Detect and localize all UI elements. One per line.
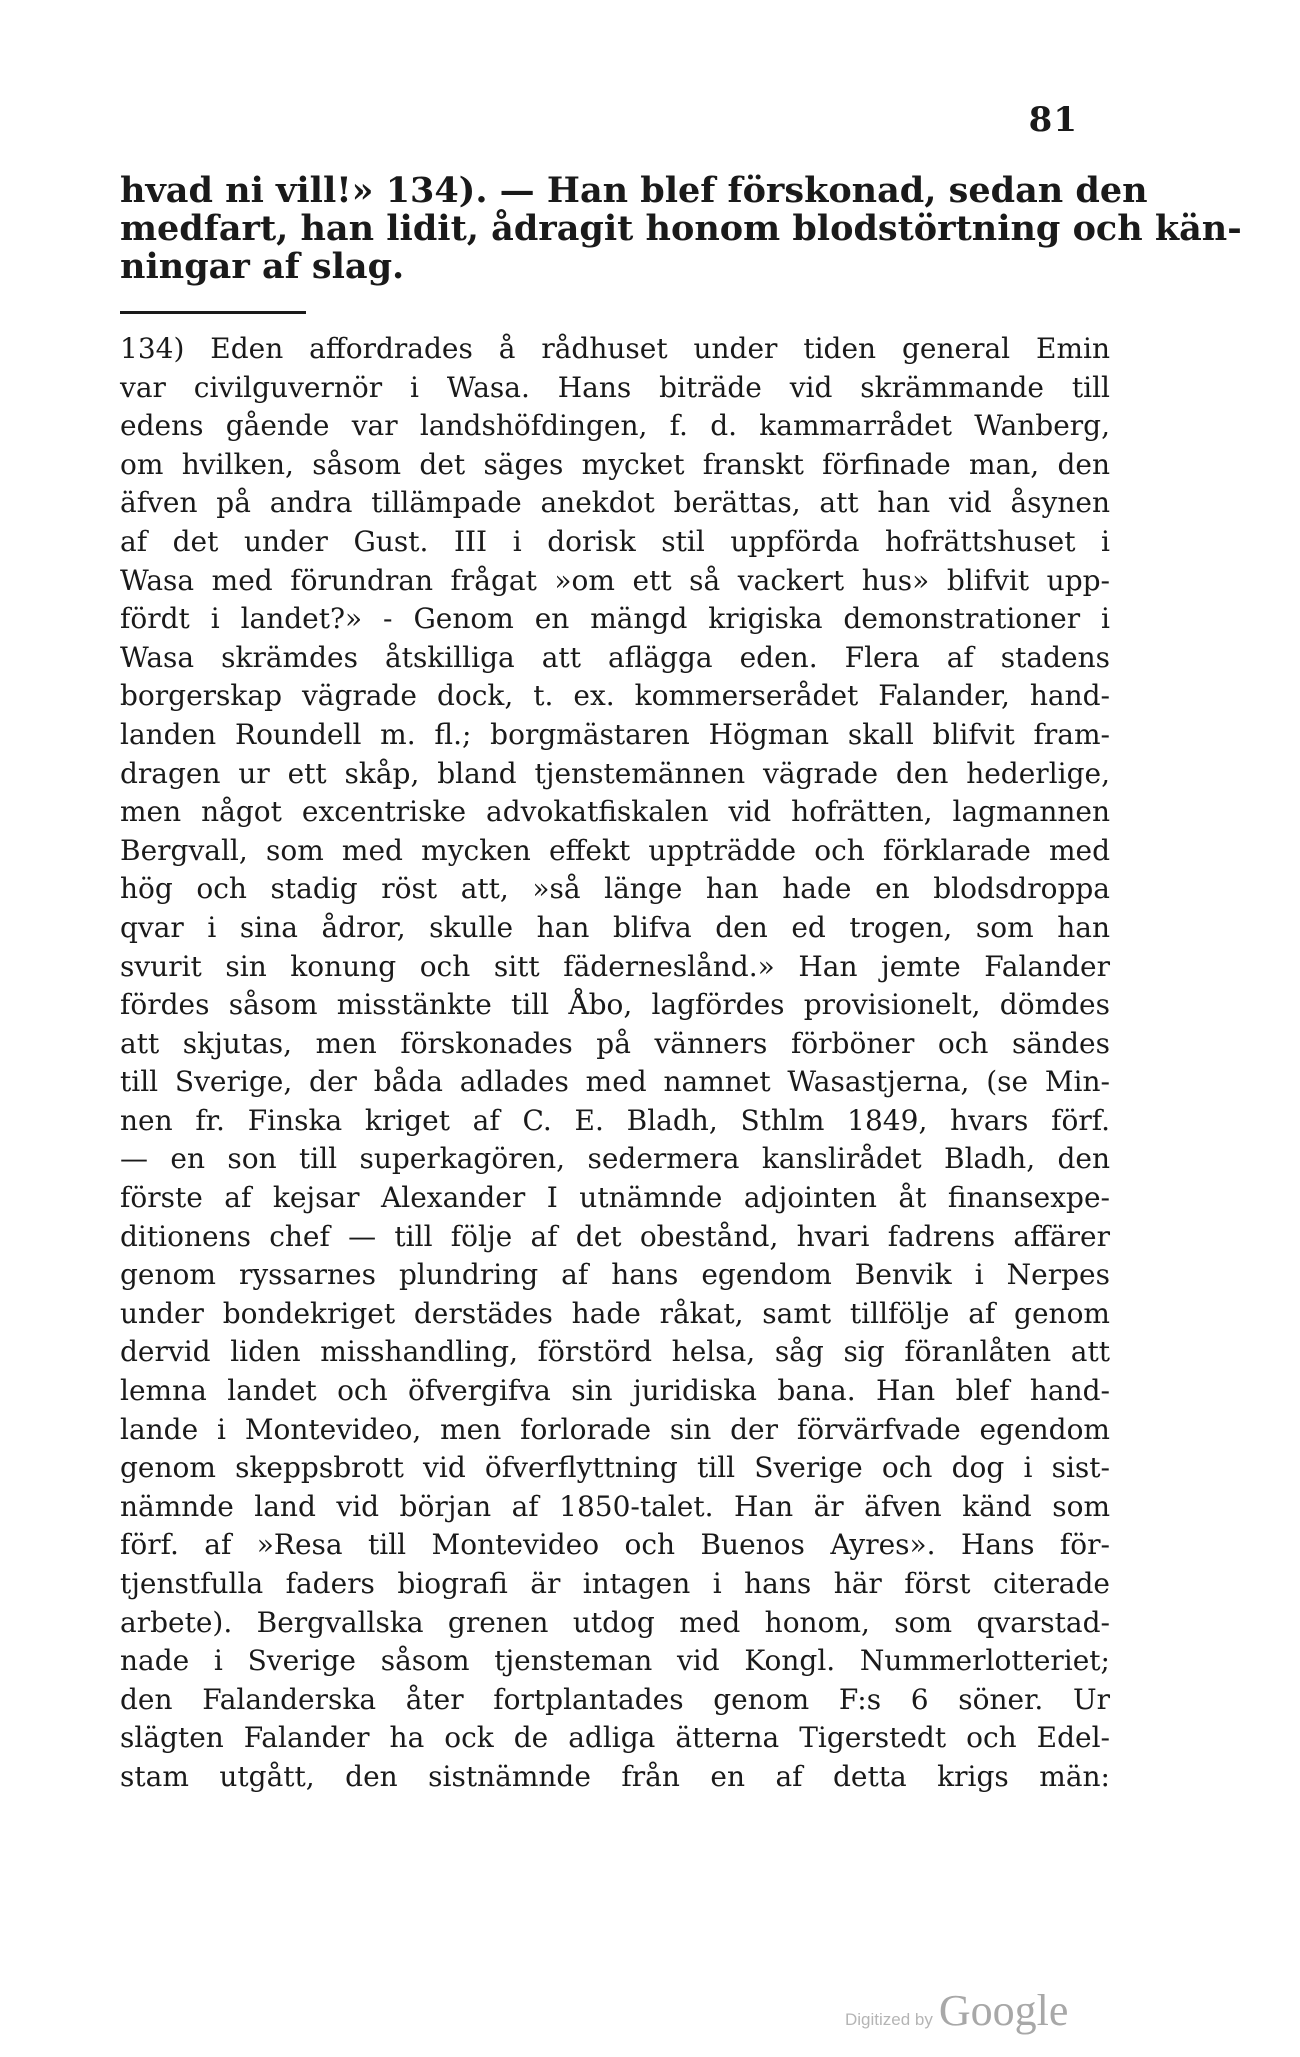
footnote-line: nen fr. Finska kriget af C. E. Bladh, Sthlm 1849, hvars förf. (120, 1103, 1110, 1137)
footnote-line: qvar i sina ådror, skulle han blifva den ed trogen, som han (120, 910, 1110, 944)
footnote-line: borgerskap vägrade dock, t. ex. kommerserådet Falander, hand- (120, 679, 1110, 713)
google-logo: Google (938, 1986, 1069, 2035)
footnote-line: dervid liden misshandling, förstörd helsa, såg sig föranlåten att (120, 1335, 1110, 1369)
footnote-line: men något excentriske advokatfiskalen vid hofrätten, lagmannen (120, 795, 1110, 829)
footnote-line: ditionens chef — till följe af det obestånd, hvari fadrens affärer (120, 1219, 1110, 1253)
footnote-line: slägten Falander ha ock de adliga ätterna Tigerstedt och Edel- (120, 1721, 1110, 1755)
footnote-line: om hvilken, såsom det säges mycket franskt förfinade man, den (120, 447, 1110, 481)
footnote-line: var civilguvernör i Wasa. Hans biträde vid skrämmande till (120, 370, 1110, 404)
footnote-line: 134) Eden affordrades å rådhuset under tiden general Emin (120, 332, 1110, 365)
footnote-line: äfven på andra tillämpade anekdot berättas, att han vid åsynen (120, 486, 1110, 520)
footnote-line: af det under Gust. III i dorisk stil uppförda hofrättshuset i (120, 524, 1110, 558)
footnote-line: lande i Montevideo, men forlorade sin der förvärfvade egendom (120, 1412, 1110, 1446)
footnote-line: genom skeppsbrott vid öfverflyttning till Sverige och dog i sist- (120, 1451, 1110, 1485)
footnote-line: fördt i landet?» - Genom en mängd krigiska demonstrationer i (120, 602, 1110, 636)
footnote-line: tjenstfulla faders biografi är intagen i hans här först citerade (120, 1567, 1110, 1600)
footnote-line: genom ryssarnes plundring af hans egendom Benvik i Nerpes (120, 1258, 1110, 1292)
footnote-line: Bergvall, som med mycken effekt uppträdde och förklarade med (120, 833, 1110, 867)
footnote-line: den Falanderska åter fortplantades genom F:s 6 söner. Ur (120, 1682, 1110, 1716)
footnote-line: arbete). Bergvallska grenen utdog med honom, som qvarstad- (120, 1605, 1110, 1639)
footnote-line: förste af kejsar Alexander I utnämnde adjointen åt finansexpe- (120, 1181, 1110, 1215)
body-line: hvad ni vill!» 134). — Han blef förskonad, sedan den (120, 170, 1148, 211)
footnote-separator (120, 311, 306, 314)
footnote-block (120, 330, 1110, 1797)
footnote-line: hög och stadig röst att, »så länge han hade en blodsdroppa (120, 872, 1110, 906)
footnote-line: fördes såsom misstänkte till Åbo, lagfördes provisionelt, dömdes (120, 988, 1110, 1022)
footnote-line: stam utgått, den sistnämnde från en af detta krigs män: (120, 1759, 1110, 1793)
footnote-line: under bondekriget derstädes hade råkat, samt tillfölje af genom (120, 1296, 1110, 1330)
footnote-line: Wasa med förundran frågat »om ett så vackert hus» blifvit upp- (120, 563, 1110, 597)
footnote-line: edens gående var landshöfdingen, f. d. kammarrådet Wanberg, (120, 409, 1110, 443)
footnote-line: att skjutas, men förskonades på vänners förböner och sändes (120, 1026, 1110, 1060)
footnote-line: lemna landet och öfvergifva sin juridiska bana. Han blef hand- (120, 1374, 1110, 1408)
footnote-line: dragen ur ett skåp, bland tjenstemännen vägrade den hederlige, (120, 756, 1110, 790)
body-line: medfart, han lidit, ådragit honom blodstörtning och kän- (120, 208, 1242, 249)
body-line: ningar af slag. (120, 246, 405, 287)
page-number: 81 (1028, 100, 1078, 140)
footnote-line: nade i Sverige såsom tjensteman vid Kongl. Nummerlotteriet; (120, 1644, 1110, 1678)
digitized-watermark (845, 1985, 1068, 2036)
footnote-line: till Sverige, der båda adlades med namnet Wasastjerna, (se Min- (120, 1065, 1110, 1099)
body-text (120, 170, 1242, 287)
footnote-line: landen Roundell m. fl.; borgmästaren Högman skall blifvit fram- (120, 717, 1110, 751)
footnote-line: — en son till superkagören, sedermera kanslirådet Bladh, den (120, 1142, 1110, 1176)
watermark-prefix: Digitized by (845, 2010, 933, 2029)
footnote-line: nämnde land vid början af 1850-talet. Han är äfven känd som (120, 1489, 1110, 1523)
footnote-line: förf. af »Resa till Montevideo och Buenos Ayres». Hans för- (120, 1528, 1110, 1562)
footnote-line: Wasa skrämdes åtskilliga att aflägga eden. Flera af stadens (120, 640, 1110, 674)
footnote-line: svurit sin konung och sitt fäderneslånd.» Han jemte Falander (120, 949, 1110, 983)
